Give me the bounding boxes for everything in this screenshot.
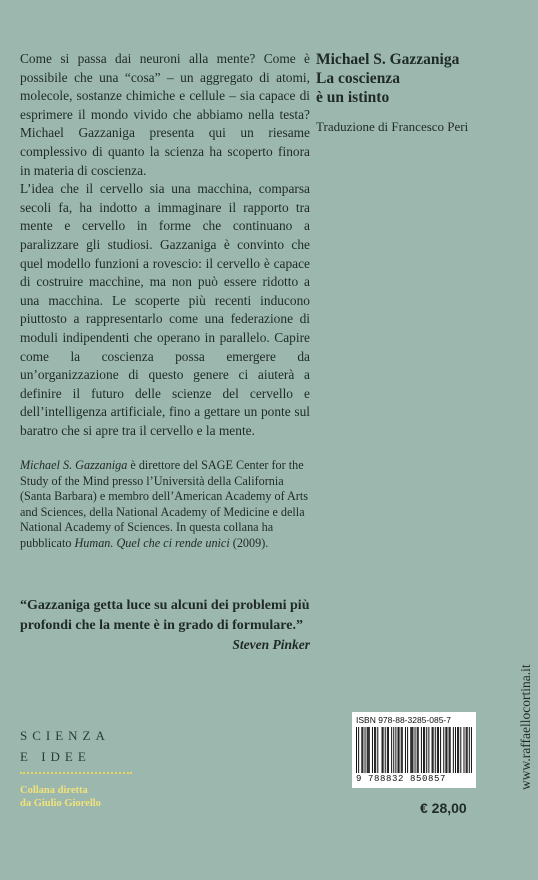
barcode-bar (455, 727, 456, 773)
author-bio (20, 458, 310, 552)
series-director-line-2: da Giulio Giorello (20, 798, 101, 809)
ean-digits: 9 788832 850857 (356, 774, 447, 784)
barcode-box (352, 712, 476, 788)
barcode-bar (374, 727, 375, 773)
barcode-bar (383, 727, 384, 773)
blurb-paragraph-1: Come si passa dai neuroni alla mente? Come è possibile che una “cosa” – un aggregato di atomi, molecole, sostanze chimiche e cellule – sia capace di esprimere il mondo vivido che abbiamo nella testa? Michael Gazzaniga presenta qui un riesame complessivo di quanto la scienza ha scoperto finora in materia di coscienza. (20, 51, 310, 178)
barcode-bar (410, 727, 411, 773)
barcode-bar (382, 727, 383, 773)
barcode-bar (367, 727, 368, 773)
barcode-bar (445, 727, 446, 773)
publisher-website: www.raffaellocortina.it (518, 664, 533, 790)
barcode-bar (458, 727, 459, 773)
author-name: Michael S. Gazzaniga (316, 51, 460, 68)
barcode-bar (432, 727, 433, 773)
series-director (20, 784, 160, 810)
barcode-bar (457, 727, 458, 773)
barcode-bar (377, 727, 378, 773)
barcode-bar (402, 727, 403, 773)
barcode-bar (362, 727, 363, 773)
barcode-bar (375, 727, 376, 773)
barcode-bar (449, 727, 450, 773)
book-title-line-1: La coscienza (316, 70, 400, 87)
barcode-bar (443, 727, 444, 773)
barcode-bar (418, 727, 419, 773)
barcode-bar (463, 727, 464, 773)
barcode-bar (398, 727, 399, 773)
barcode-bar (395, 727, 396, 773)
barcode-bar (412, 727, 413, 773)
barcode-bar (438, 727, 439, 773)
endorsement-quote (20, 596, 310, 655)
barcode-bar (421, 727, 422, 773)
barcode-bar (433, 727, 434, 773)
translator-credit: Traduzione di Francesco Peri (316, 119, 469, 134)
bio-text-2: (2009). (229, 535, 269, 550)
series-logo (20, 725, 130, 767)
back-cover-blurb (20, 50, 310, 440)
barcode-bar (467, 727, 468, 773)
barcode-bar (460, 727, 461, 773)
series-name-line-2: E IDEE (20, 749, 91, 764)
barcode-bar (437, 727, 438, 773)
barcode-bar (423, 727, 424, 773)
barcode-bar (411, 727, 412, 773)
barcode-bar (372, 727, 373, 773)
bio-author-name: Michael S. Gazzaniga (20, 458, 128, 472)
barcode-bar (387, 727, 388, 773)
barcode-bar (466, 727, 467, 773)
bio-book-title: Human. Quel che ci rende unici (74, 535, 230, 550)
barcode-bar (426, 727, 427, 773)
blurb-paragraph-2: L’idea che il cervello sia una macchina, comparsa secoli fa, ha indotto a immaginare il rapporto tra mente e cervello in forme che continuano a paralizzare gli studiosi. Gazzaniga è convinto che quel modello funzioni a rovescio: il cervello è capace di costruire macchine, ma non può essere ridotto a una macchina. Le scoperte più recenti inducono piuttosto a rappresentarlo come una federazione di moduli indipendenti che operano in parallelo. Capire come la coscienza possa emergere da un’organizzazione di questo genere ci aiuterà a definire il futuro delle scienze del cervello e dell’intelligenza artificiale, fino a gettare un ponte sul baratro che si apre tra il cervello e la mente. (20, 181, 310, 438)
barcode-bar (453, 727, 454, 773)
book-title-line-2: è un istinto (316, 89, 390, 106)
barcode-bar (361, 727, 362, 773)
barcode-bar (385, 727, 386, 773)
barcode-bar (428, 727, 429, 773)
price: € 28,00 (420, 800, 467, 816)
barcode-bar (450, 727, 451, 773)
quote-text: “Gazzaniga getta luce su alcuni dei problemi più profondi che la mente è in grado di formulare.” (20, 598, 310, 633)
barcode-bars (356, 727, 472, 773)
barcode-bar (405, 727, 406, 773)
barcode-bar (407, 727, 408, 773)
barcode-bar (399, 727, 400, 773)
barcode-bar (391, 727, 392, 773)
bio-text-1: è direttore del SAGE Center for the Study of the Mind presso l’Università della California (Santa Barbara) e membro dell’American Academy of Arts and Sciences, della National Academy of Medicine e della National Academy of Sciences. In questa collana ha pubblicato (20, 458, 308, 550)
barcode-bar (440, 727, 441, 773)
barcode-bar (369, 727, 370, 773)
barcode-bar (435, 727, 436, 773)
barcode-bar (446, 727, 447, 773)
barcode-bar (393, 727, 394, 773)
barcode-bar (365, 727, 366, 773)
barcode-bar (415, 727, 416, 773)
barcode-bar (469, 727, 470, 773)
quote-attribution: Steven Pinker (232, 637, 310, 652)
series-name-line-1: SCIENZA (20, 728, 110, 743)
series-dotted-divider (20, 772, 132, 774)
title-block (316, 50, 526, 135)
barcode-bar (471, 727, 472, 773)
barcode-bar (401, 727, 402, 773)
barcode-bar (417, 727, 418, 773)
barcode-bar (388, 727, 389, 773)
series-director-line-1: Collana diretta (20, 785, 88, 796)
barcode-bar (358, 727, 359, 773)
barcode-bar (368, 727, 369, 773)
barcode-bar (356, 727, 357, 773)
barcode-bar (424, 727, 425, 773)
isbn-text: ISBN 978-88-3285-085-7 (356, 715, 451, 725)
